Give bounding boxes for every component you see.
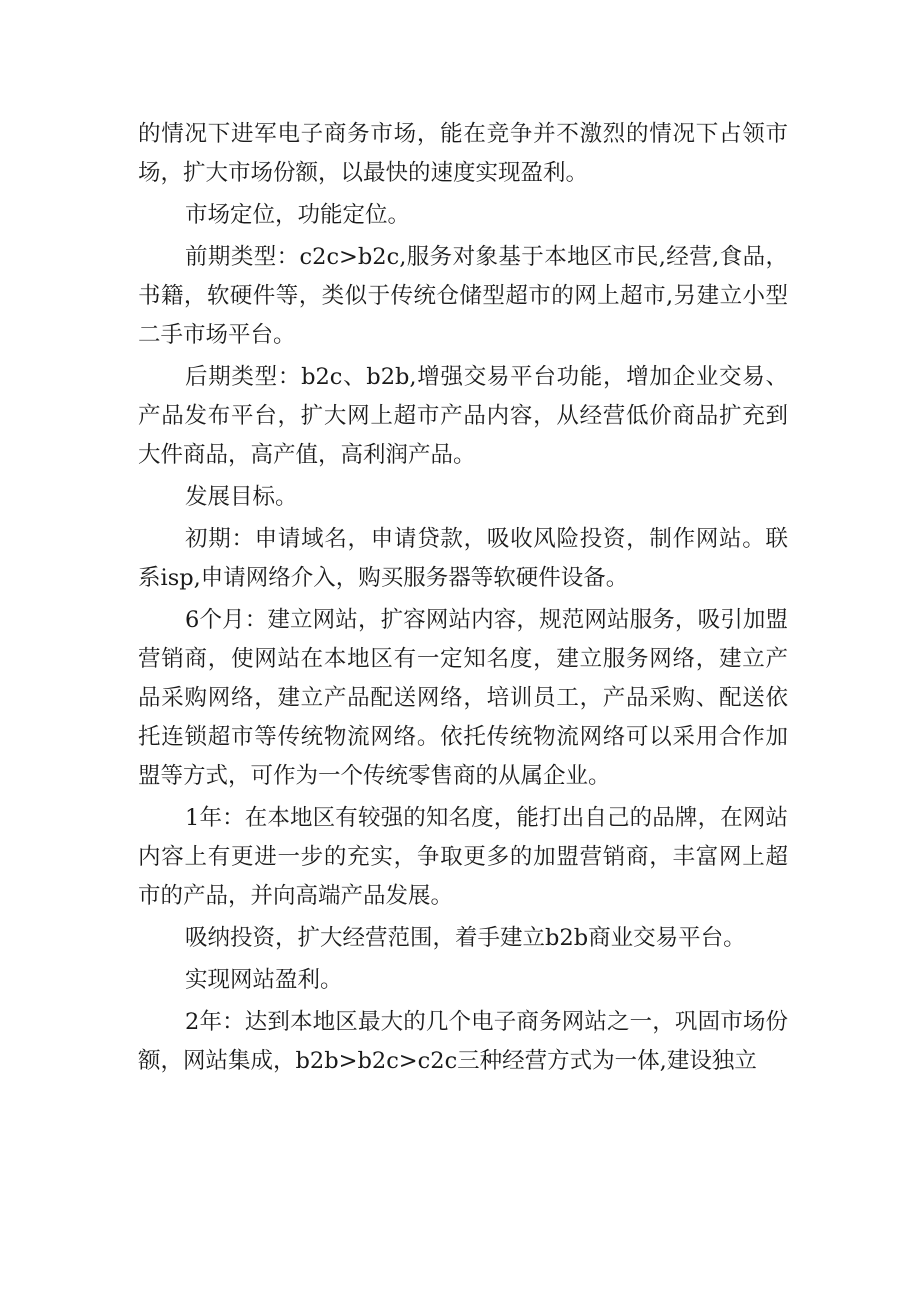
paragraph-9: 吸纳投资，扩大经营范围，着手建立b2b商业交易平台。 <box>185 925 746 951</box>
paragraph-10: 实现网站盈利。 <box>185 967 343 993</box>
paragraph-4: 后期类型：b2c、b2b,增强交易平台功能，增加企业交易、产品发布平台，扩大网上超市产品内容，从经营低价商品扩充到大件商品，高产值，高利润产品。 <box>138 364 788 468</box>
document-page <box>138 115 788 1084</box>
paragraph-2: 市场定位，功能定位。 <box>185 202 411 228</box>
paragraph-11: 2年：达到本地区最大的几个电子商务网站之一，巩固市场份额，网站集成，b2b>b2c>c2c三种经营方式为一体,建设独立 <box>138 1009 788 1074</box>
paragraph-3: 前期类型：c2c>b2c,服务对象基于本地区市民,经营,食品，书籍，软硬件等，类似于传统仓储型超市的网上超市,另建立小型二手市场平台。 <box>138 244 788 348</box>
paragraph-6: 初期：申请域名，申请贷款，吸收风险投资，制作网站。联系isp,申请网络介入，购买服务器等软硬件设备。 <box>138 526 788 591</box>
paragraph-7: 6个月：建立网站，扩容网站内容，规范网站服务，吸引加盟营销商，使网站在本地区有一定知名度，建立服务网络，建立产品采购网络，建立产品配送网络，培训员工，产品采购、配送依托连锁超市等传统物流网络。依托传统物流网络可以采用合作加盟等方式，可作为一个传统零售商的从属企业。 <box>138 607 788 789</box>
paragraph-1: 的情况下进军电子商务市场，能在竞争并不激烈的情况下占领市场，扩大市场份额，以最快的速度实现盈利。 <box>138 121 788 186</box>
paragraph-5: 发展目标。 <box>185 484 298 510</box>
paragraph-8: 1年：在本地区有较强的知名度，能打出自己的品牌，在网站内容上有更进一步的充实，争取更多的加盟营销商，丰富网上超市的产品，并向高端产品发展。 <box>138 805 788 909</box>
